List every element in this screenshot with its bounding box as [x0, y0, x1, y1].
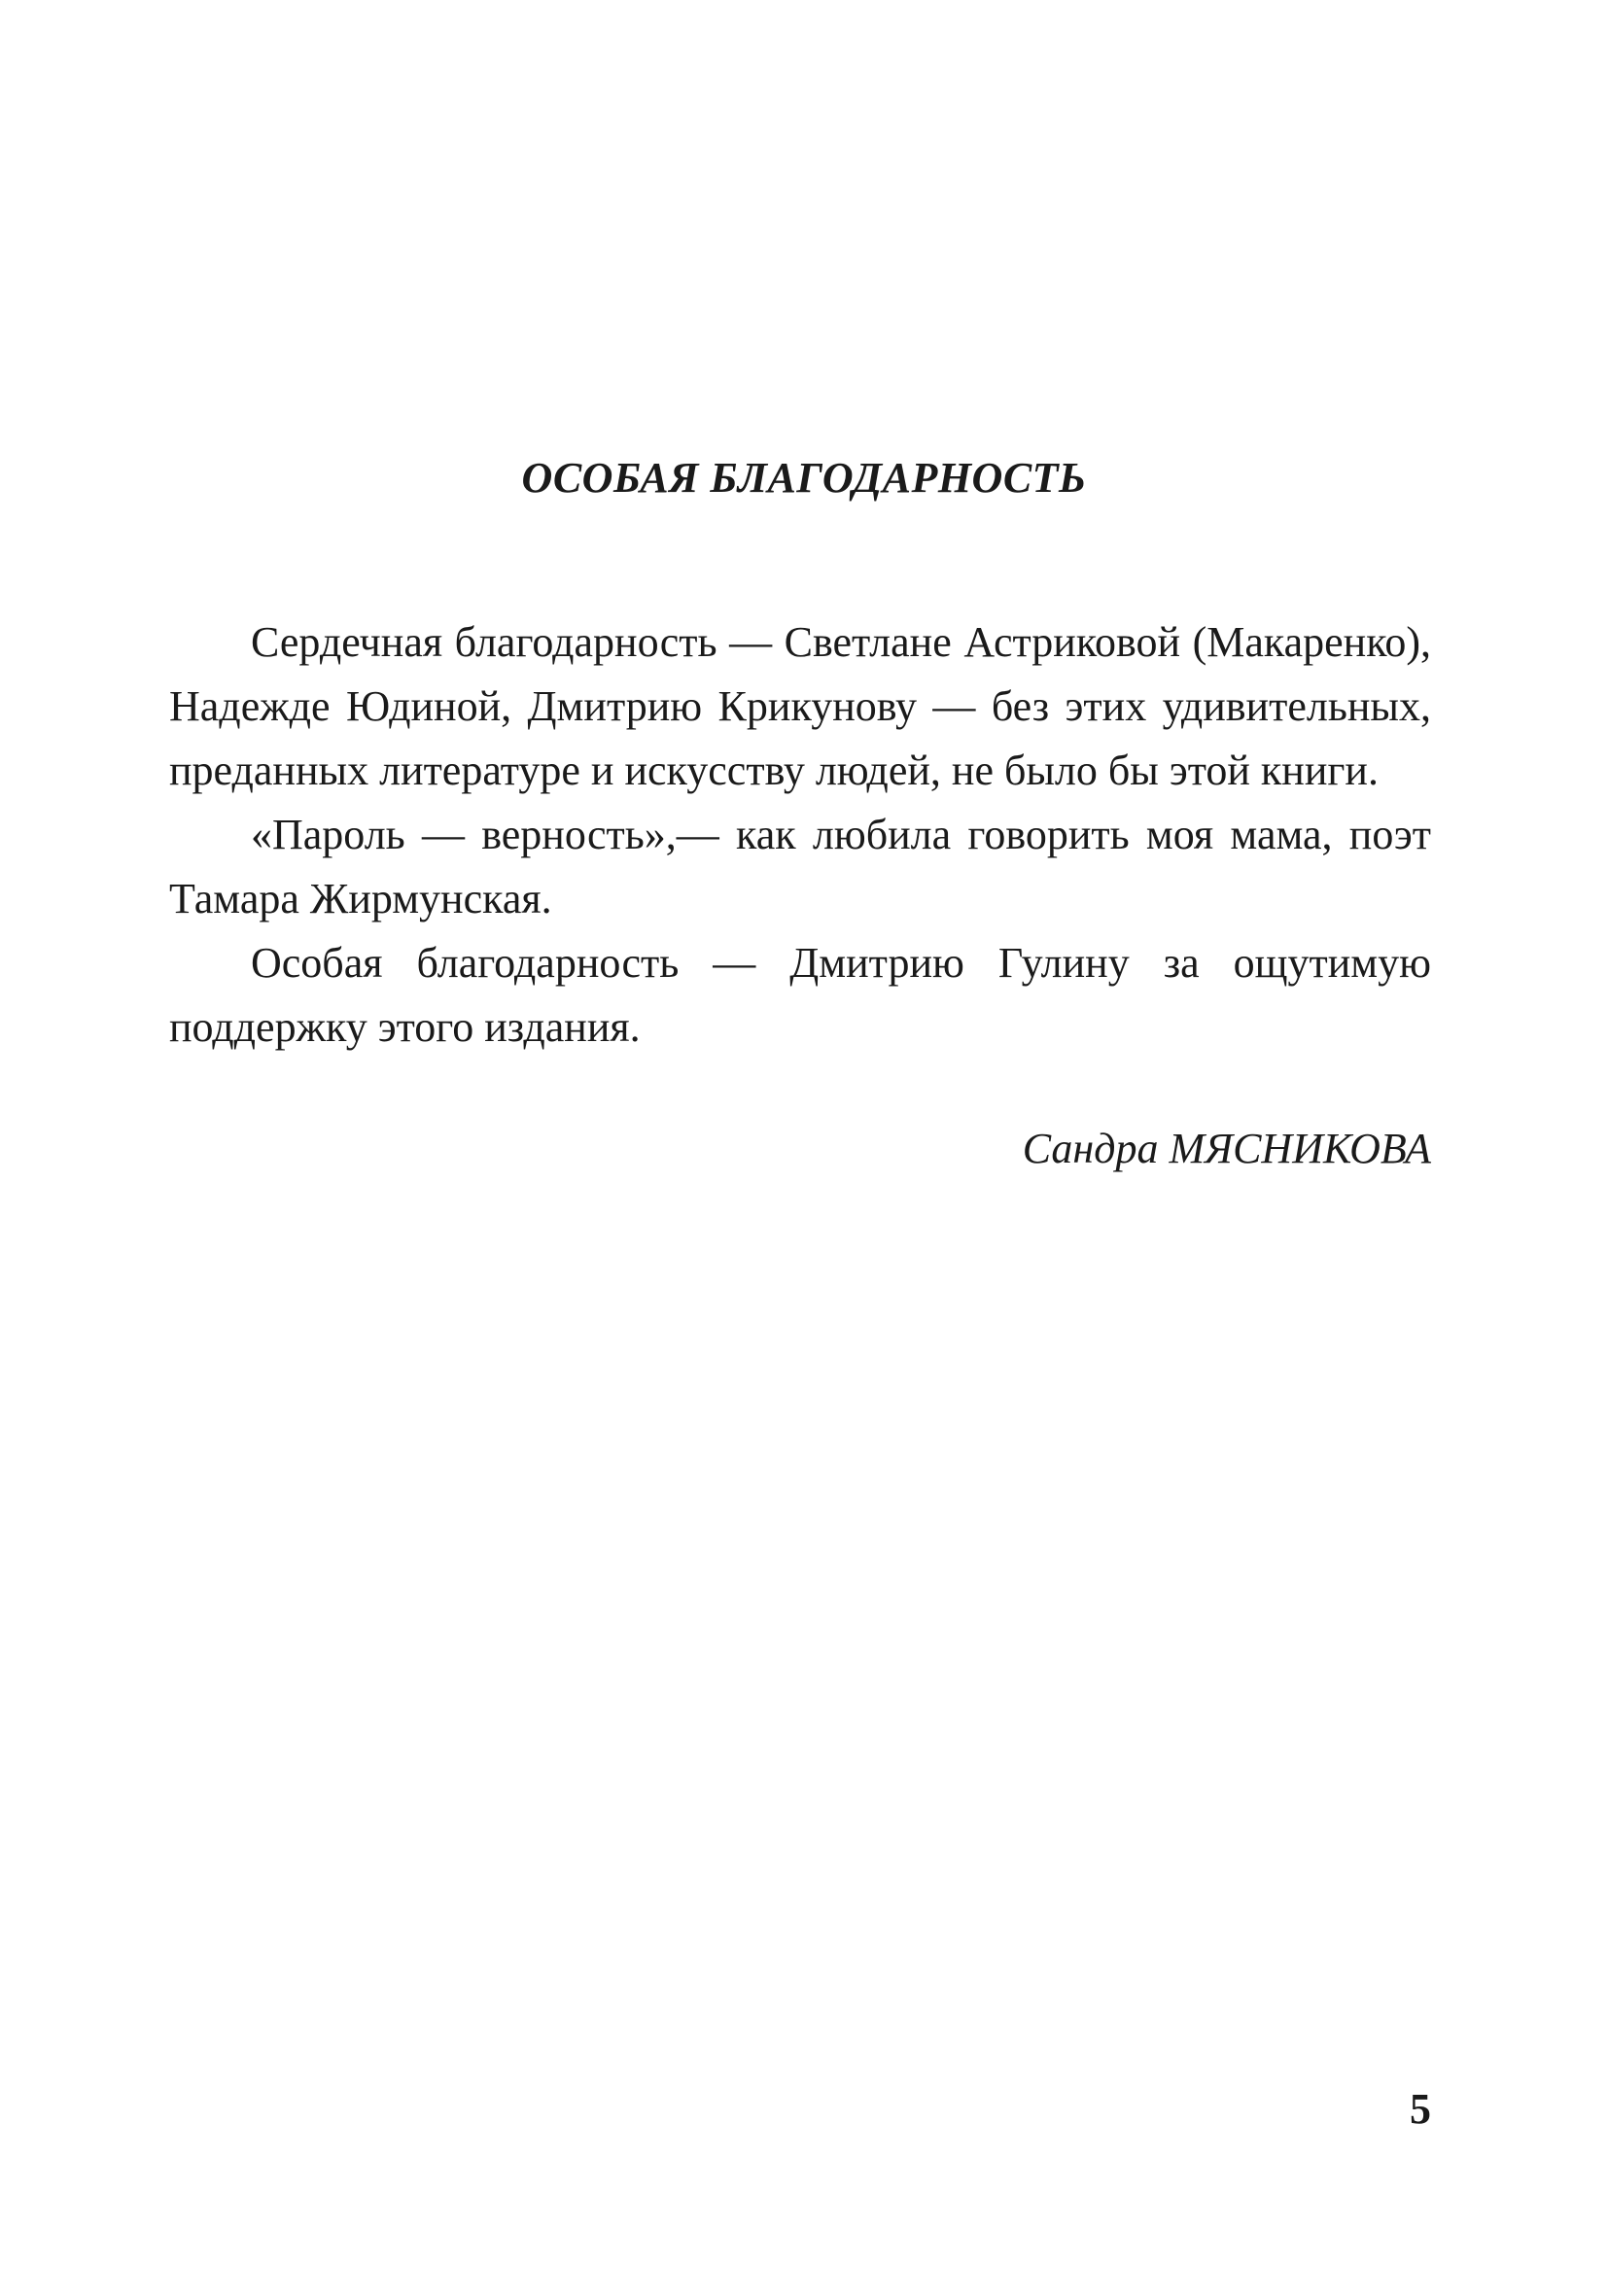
- paragraph-2: «Пароль — верность»,— как любила говорить моя мама, поэт Тамара Жирмунская.: [169, 811, 1431, 922]
- acknowledgement-text: [169, 610, 1431, 1060]
- paragraph-1: Сердечная благодарность — Светлане Астриковой (Макаренко), Надежде Юдиной, Дмитрию Крикунову — без этих удивительных, преданных литературе и искусству людей, не было бы этой книги.: [169, 618, 1431, 794]
- paragraph-3: Особая благодарность — Дмитрию Гулину за ощутимую поддержку этого издания.: [169, 939, 1431, 1051]
- page-title: ОСОБАЯ БЛАГОДАРНОСТЬ: [521, 454, 1087, 502]
- author-signature: Сандра МЯСНИКОВА: [1022, 1125, 1431, 1172]
- page-number: 5: [1410, 2085, 1431, 2133]
